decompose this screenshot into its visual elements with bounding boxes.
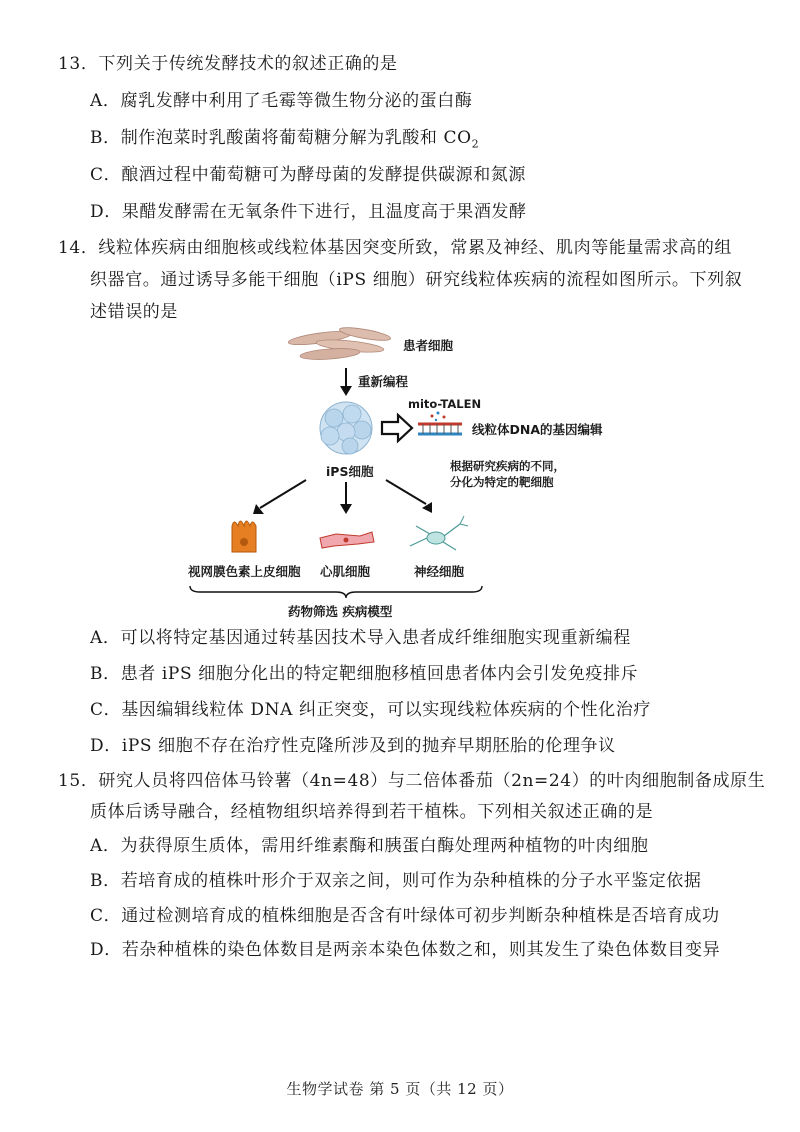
patient-cells-label: 患者细胞 [403, 338, 454, 353]
cardiac-cell-image [320, 532, 374, 548]
branch-arrows-icon [253, 480, 432, 514]
co2-subscript: 2 [471, 137, 480, 151]
q15-option-a: A．为获得原生质体，需用纤维素酶和胰蛋白酶处理两种植物的叶肉细胞 [90, 836, 649, 856]
q15-option-c: C．通过检测培育成的植株细胞是否含有叶绿体可初步判断杂种植株是否培育成功 [90, 906, 720, 926]
q15-option-b: B．若培育成的植株叶形介于双亲之间，则可作为杂种植株的分子水平鉴定依据 [90, 871, 702, 891]
q15-option-d: D．若杂种植株的染色体数目是两亲本染色体数之和，则其发生了染色体数目变异 [90, 940, 721, 960]
q14-option-d: D．iPS 细胞不存在治疗性克隆所涉及到的抛弃早期胚胎的伦理争议 [90, 736, 616, 756]
differentiate-note-line-1: 根据研究疾病的不同， [450, 459, 565, 473]
down-arrow-icon [340, 368, 352, 396]
q15-stem-line-1: 15．研究人员将四倍体马铃薯（4n=48）与二倍体番茄（2n=24）的叶肉细胞制备成原生 [58, 771, 766, 791]
q15-stem-line-2: 质体后诱导融合，经植物组织培养得到若干植株。下列相关叙述正确的是 [90, 802, 654, 822]
q14-stem-line-3: 述错误的是 [90, 302, 178, 322]
q13-option-b [90, 126, 479, 156]
neuron-cell-label: 神经细胞 [414, 564, 465, 579]
reprogram-label: 重新编程 [358, 374, 409, 389]
retinal-cell-label: 视网膜色素上皮细胞 [188, 564, 301, 579]
q14-stem-line-2: 织器官。通过诱导多能干细胞（iPS 细胞）研究线粒体疾病的流程如图所示。下列叙 [90, 270, 743, 290]
q14-option-b: B．患者 iPS 细胞分化出的特定靶细胞移植回患者体内会引发免疫排斥 [90, 664, 639, 684]
page-footer: 生物学试卷 第 5 页（共 12 页） [286, 1080, 514, 1098]
q13-option-d: D．果醋发酵需在无氧条件下进行，且温度高于果酒发酵 [90, 202, 527, 222]
differentiate-note-line-2: 分化为特定的靶细胞 [450, 475, 554, 489]
q13-stem: 13．下列关于传统发酵技术的叙述正确的是 [58, 54, 398, 74]
neuron-cell-image [410, 516, 468, 550]
cardiac-cell-label: 心肌细胞 [320, 564, 371, 579]
grouping-bracket [190, 586, 482, 598]
ips-cells-label: iPS细胞 [326, 464, 374, 479]
hollow-right-arrow-icon [382, 415, 412, 441]
mito-talen-label: mito-TALEN [408, 397, 482, 411]
q14-stem-line-1: 14．线粒体疾病由细胞核或线粒体基因突变所致，常累及神经、肌肉等能量需求高的组 [58, 238, 733, 258]
ips-flow-figure [160, 320, 640, 620]
q13-option-a: A．腐乳发酵中利用了毛霉等微生物分泌的蛋白酶 [90, 91, 473, 111]
uses-label: 药物筛选 疾病模型 [288, 604, 393, 619]
retinal-cell-image [232, 521, 256, 552]
dna-edit-icon [418, 412, 462, 435]
patient-cells-image [288, 325, 392, 361]
q13-option-c: C．酿酒过程中葡萄糖可为酵母菌的发酵提供碳源和氮源 [90, 165, 527, 185]
gene-edit-label: 线粒体DNA的基因编辑 [472, 422, 603, 437]
ips-cell-cluster-image [320, 402, 372, 454]
q13-option-b-text: B．制作泡菜时乳酸菌将葡萄糖分解为乳酸和 CO [90, 128, 472, 148]
q14-option-a: A．可以将特定基因通过转基因技术导入患者成纤维细胞实现重新编程 [90, 628, 631, 648]
q14-option-c: C．基因编辑线粒体 DNA 纠正突变，可以实现线粒体疾病的个性化治疗 [90, 700, 651, 720]
